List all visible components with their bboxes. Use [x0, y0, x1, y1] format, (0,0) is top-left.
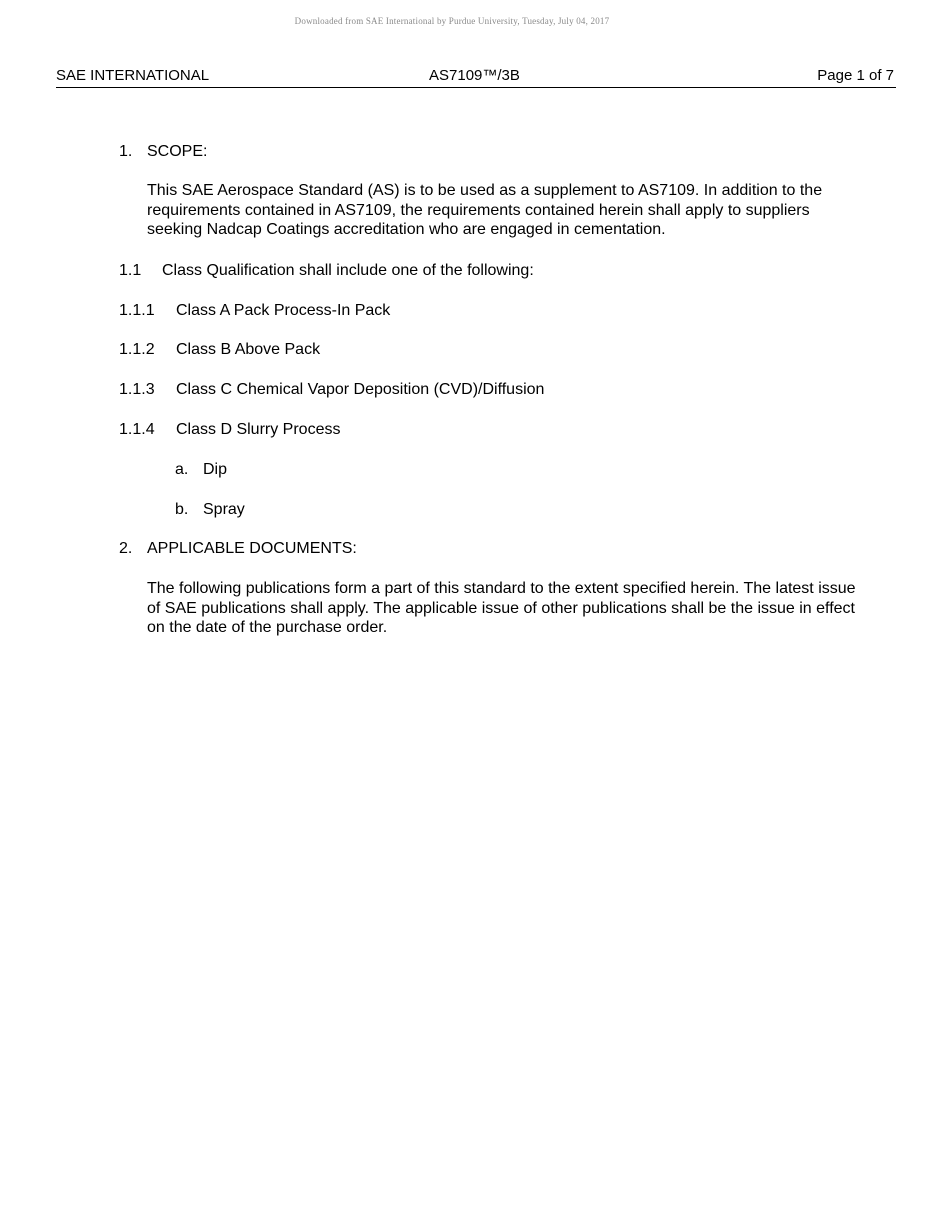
publisher-name: SAE INTERNATIONAL	[56, 67, 210, 84]
section-text: Class A Pack Process-In Pack	[176, 302, 391, 319]
document-number: AS7109™/3B	[429, 67, 520, 84]
section-title: APPLICABLE DOCUMENTS:	[147, 540, 357, 557]
list-letter: b.	[175, 501, 189, 518]
list-text: Dip	[203, 461, 228, 478]
section-number: 1.1	[119, 262, 142, 279]
section-number: 1.1.2	[119, 341, 155, 358]
section-text: Class C Chemical Vapor Deposition (CVD)/Diffusion	[176, 381, 545, 398]
list-letter: a.	[175, 461, 189, 478]
section-number: 2.	[119, 540, 133, 557]
list-text: Spray	[203, 501, 245, 518]
download-watermark: Downloaded from SAE International by Purdue University, Tuesday, July 04, 2017	[294, 16, 610, 26]
section-text: Class Qualification shall include one of the following:	[162, 262, 534, 279]
section-text: Class D Slurry Process	[176, 421, 341, 438]
section-number: 1.	[119, 143, 133, 160]
section-text: Class B Above Pack	[176, 341, 321, 358]
section-number: 1.1.3	[119, 381, 155, 398]
scope-paragraph: This SAE Aerospace Standard (AS) is to be used as a supplement to AS7109. In addition to the requirements contained in AS7109, the requirements contained herein shall apply to suppliers seeking Nadcap Coatings accreditation who are engaged in cementation.	[147, 182, 823, 238]
applicable-documents-paragraph: The following publications form a part of this standard to the extent specified herein. The latest issue of SAE publications shall apply. The applicable issue of other publications shall be the issue in effect on the date of the purchase order.	[147, 580, 856, 636]
section-number: 1.1.1	[119, 302, 155, 319]
section-title: SCOPE:	[147, 143, 208, 160]
section-number: 1.1.4	[119, 421, 155, 438]
page-number: Page 1 of 7	[817, 67, 894, 84]
page-header	[56, 66, 896, 88]
